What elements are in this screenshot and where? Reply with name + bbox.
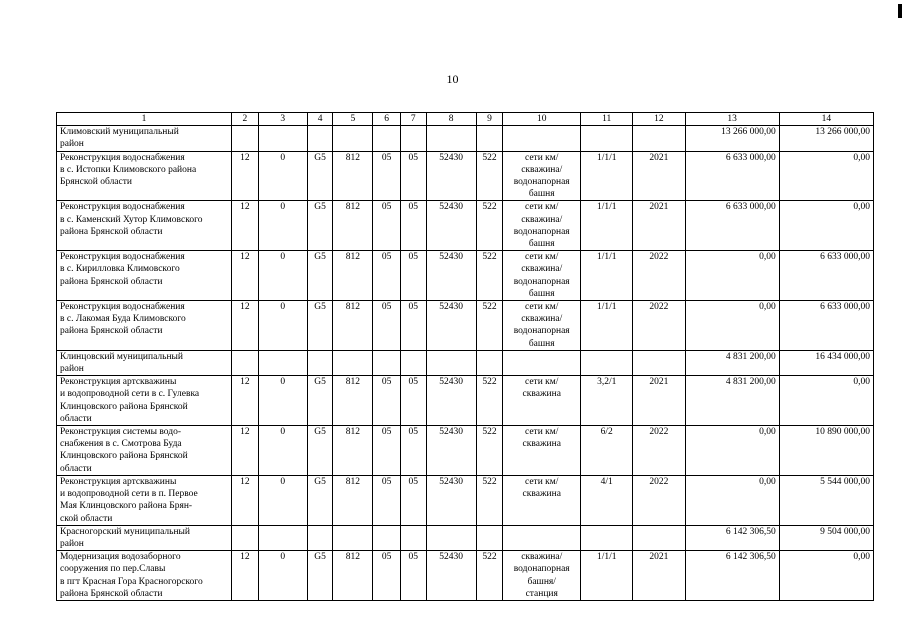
cell-col-14: 6 633 000,00 [779,251,873,301]
project-row [57,551,874,601]
cell-col-7: 05 [400,475,426,525]
cell-col-10 [503,350,581,375]
cell-col-12 [633,126,685,151]
cell-col-4: G5 [307,551,333,601]
cell-col-8 [426,126,476,151]
cell-col-3 [258,126,307,151]
cell-line: водонапорная [513,226,570,237]
cell-col-5: 812 [333,551,373,601]
column-number-cell: 12 [633,113,685,126]
name-line: области [60,463,92,474]
cell-col-5: 812 [333,151,373,201]
cell-col-12: 2021 [633,551,685,601]
column-number-cell: 1 [57,113,232,126]
cell-col-6 [373,350,401,375]
cell-col-8: 52430 [426,151,476,201]
name-line: сооружения по пер.Славы [60,564,166,575]
project-name-cell [57,426,232,476]
column-number-cell: 4 [307,113,333,126]
column-number-cell: 3 [258,113,307,126]
cell-col-5: 812 [333,301,373,351]
name-line: и водопроводной сети в с. Гулевка [60,389,200,400]
cell-col-9 [476,126,503,151]
cell-col-10 [503,376,581,426]
cell-line: башня [528,239,555,250]
cell-col-7: 05 [400,301,426,351]
cell-col-11: 1/1/1 [581,551,633,601]
cell-col-13: 0,00 [685,475,779,525]
cell-col-10 [503,525,581,550]
investment-table [56,112,874,601]
cell-col-9: 522 [476,475,503,525]
cell-col-11 [581,126,633,151]
cell-line: сети км/ [525,476,559,487]
name-line: в с. Каменский Хутор Климовского [60,214,203,225]
name-line: Реконструкция артскважины [60,377,177,388]
project-row [57,475,874,525]
cell-line: башня [528,338,555,349]
cell-col-13: 0,00 [685,426,779,476]
project-row [57,301,874,351]
cell-col-2: 12 [232,551,259,601]
project-row [57,376,874,426]
cell-col-4: G5 [307,151,333,201]
cell-col-5: 812 [333,426,373,476]
cell-col-14: 6 633 000,00 [779,301,873,351]
name-line: Реконструкция водоснабжения [60,252,185,263]
cell-col-14: 0,00 [779,201,873,251]
cell-col-4: G5 [307,475,333,525]
name-line: район [60,364,84,375]
cell-col-5: 812 [333,201,373,251]
cell-col-2: 12 [232,251,259,301]
cell-col-2: 12 [232,376,259,426]
cell-col-5 [333,126,373,151]
name-line: Реконструкция системы водо- [60,427,182,438]
name-line: района Брянской области [60,588,163,599]
cell-col-3: 0 [258,301,307,351]
cell-col-3: 0 [258,551,307,601]
cell-col-9: 522 [476,251,503,301]
column-number-cell: 13 [685,113,779,126]
cell-col-6: 05 [373,376,401,426]
cell-col-7 [400,525,426,550]
cell-col-3: 0 [258,201,307,251]
cell-col-12 [633,350,685,375]
cell-col-9: 522 [476,376,503,426]
cell-line: водонапорная [513,276,570,287]
cell-col-11: 1/1/1 [581,151,633,201]
cell-col-12: 2021 [633,201,685,251]
cell-col-7: 05 [400,376,426,426]
name-line: района Брянской области [60,276,163,287]
cell-line: сети км/ [525,427,559,438]
cell-col-3: 0 [258,426,307,476]
cell-col-10 [503,551,581,601]
cell-line: сети км/ [525,377,559,388]
cell-col-2: 12 [232,201,259,251]
cell-col-11: 1/1/1 [581,201,633,251]
column-number-cell: 2 [232,113,259,126]
cell-col-5 [333,525,373,550]
project-row [57,151,874,201]
cell-col-8 [426,350,476,375]
cell-col-4 [307,126,333,151]
cell-col-13: 6 142 306,50 [685,551,779,601]
cell-line: скважина [522,389,561,400]
name-line: Реконструкция водоснабжения [60,152,185,163]
cell-col-12: 2021 [633,151,685,201]
project-row [57,251,874,301]
cell-col-8: 52430 [426,251,476,301]
district-row [57,525,874,550]
cell-line: скважина/ [521,264,563,275]
cell-col-12: 2021 [633,376,685,426]
cell-col-2: 12 [232,426,259,476]
column-number-cell: 11 [581,113,633,126]
cell-col-3: 0 [258,151,307,201]
cell-col-13: 6 633 000,00 [685,151,779,201]
cell-line: скважина/ [521,164,563,175]
cell-col-10 [503,151,581,201]
cell-col-6 [373,525,401,550]
cell-col-13: 0,00 [685,301,779,351]
cell-col-10 [503,251,581,301]
cell-col-14: 13 266 000,00 [779,126,873,151]
name-line: области [60,413,92,424]
cell-col-4: G5 [307,301,333,351]
name-line: Климовский муниципальный [60,127,179,138]
cell-col-13: 6 633 000,00 [685,201,779,251]
cell-col-5 [333,350,373,375]
name-line: ской области [60,513,113,524]
project-name-cell [57,301,232,351]
cell-col-8: 52430 [426,201,476,251]
cell-col-8: 52430 [426,301,476,351]
name-line: в с. Лакомая Буда Климовского [60,314,186,325]
cell-col-11 [581,350,633,375]
column-number-cell: 10 [503,113,581,126]
name-line: в с. Кирилловка Климовского [60,264,180,275]
district-row [57,350,874,375]
cell-col-13: 4 831 200,00 [685,350,779,375]
cell-col-4: G5 [307,251,333,301]
cell-line: водонапорная [513,177,570,188]
cell-col-5: 812 [333,475,373,525]
cell-col-7: 05 [400,551,426,601]
name-line: района Брянской области [60,226,163,237]
cell-col-2: 12 [232,151,259,201]
project-name-cell [57,201,232,251]
cell-line: башня [528,288,555,299]
cell-col-14: 0,00 [779,376,873,426]
cell-col-7 [400,350,426,375]
project-name-cell [57,376,232,426]
cell-col-11: 1/1/1 [581,301,633,351]
name-line: Реконструкция водоснабжения [60,302,185,313]
cell-col-10 [503,426,581,476]
column-number-cell: 6 [373,113,401,126]
project-row [57,201,874,251]
cell-col-5: 812 [333,251,373,301]
cell-col-4: G5 [307,426,333,476]
cell-col-14: 10 890 000,00 [779,426,873,476]
cell-line: водонапорная [513,326,570,337]
cell-col-14: 16 434 000,00 [779,350,873,375]
cell-col-4 [307,350,333,375]
cell-col-12: 2022 [633,426,685,476]
cell-col-9: 522 [476,426,503,476]
cell-col-11: 3,2/1 [581,376,633,426]
name-line: Модернизация водозаборного [60,552,181,563]
cell-col-9 [476,525,503,550]
cell-col-7: 05 [400,201,426,251]
cell-col-8: 52430 [426,376,476,426]
cell-col-4: G5 [307,201,333,251]
column-number-cell: 8 [426,113,476,126]
cell-col-12: 2022 [633,301,685,351]
column-number-cell: 9 [476,113,503,126]
cell-col-12 [633,525,685,550]
cell-line: сети км/ [525,152,559,163]
cell-col-5: 812 [333,376,373,426]
cell-col-14: 5 544 000,00 [779,475,873,525]
cell-col-13: 13 266 000,00 [685,126,779,151]
page-number: 10 [446,72,459,86]
column-number-cell: 5 [333,113,373,126]
project-name-cell [57,251,232,301]
cell-col-14: 0,00 [779,551,873,601]
cell-col-11: 4/1 [581,475,633,525]
cell-col-6: 05 [373,251,401,301]
cell-line: сети км/ [525,302,559,313]
cell-col-9 [476,350,503,375]
cell-col-10 [503,475,581,525]
cell-col-4 [307,525,333,550]
cell-col-8: 52430 [426,426,476,476]
district-name-cell [57,525,232,550]
cell-col-2 [232,350,259,375]
name-line: и водопроводной сети в п. Первое [60,489,198,500]
cell-line: скважина [522,489,561,500]
cell-col-2: 12 [232,301,259,351]
cell-col-6 [373,126,401,151]
cell-col-13: 4 831 200,00 [685,376,779,426]
cell-line: скважина [522,439,561,450]
name-line: в с. Истопки Климовского района [60,164,197,175]
cell-col-6: 05 [373,475,401,525]
project-name-cell [57,475,232,525]
district-name-cell [57,350,232,375]
cell-col-9: 522 [476,551,503,601]
column-number-cell: 7 [400,113,426,126]
cell-col-4: G5 [307,376,333,426]
cell-col-6: 05 [373,426,401,476]
cell-col-6: 05 [373,151,401,201]
project-name-cell [57,151,232,201]
district-row [57,126,874,151]
name-line: в пгт Красная Гора Красногорского [60,576,203,587]
name-line: Реконструкция водоснабжения [60,202,185,213]
cell-col-12: 2022 [633,251,685,301]
cell-col-6: 05 [373,301,401,351]
cell-col-6: 05 [373,551,401,601]
cell-col-11: 1/1/1 [581,251,633,301]
cell-col-7: 05 [400,426,426,476]
name-line: Клинцовского района Брянской [60,401,188,412]
cell-col-10 [503,301,581,351]
name-line: района Брянской области [60,326,163,337]
cell-col-9: 522 [476,301,503,351]
name-line: снабжения в с. Смотрова Буда [60,439,182,450]
cell-col-3: 0 [258,475,307,525]
cell-col-7: 05 [400,151,426,201]
cell-col-3 [258,525,307,550]
cell-col-7: 05 [400,251,426,301]
cell-col-6: 05 [373,201,401,251]
cell-col-8: 52430 [426,551,476,601]
name-line: Красногорский муниципальный [60,526,190,537]
cell-col-9: 522 [476,151,503,201]
cell-col-14: 9 504 000,00 [779,525,873,550]
cell-col-9: 522 [476,201,503,251]
cell-col-13: 6 142 306,50 [685,525,779,550]
cell-col-13: 0,00 [685,251,779,301]
name-line: район [60,139,84,150]
column-number-row [57,113,874,126]
cell-line: станция [525,588,558,599]
cell-col-11: 6/2 [581,426,633,476]
name-line: Клинцовский муниципальный [60,351,183,362]
name-line: Мая Клинцовского района Брян- [60,501,193,512]
cell-col-3: 0 [258,251,307,301]
name-line: Брянской области [60,177,132,188]
cell-col-3 [258,350,307,375]
cell-col-3: 0 [258,376,307,426]
project-name-cell [57,551,232,601]
cell-col-11 [581,525,633,550]
name-line: Реконструкция артскважины [60,476,177,487]
cell-col-2 [232,126,259,151]
cell-col-14: 0,00 [779,151,873,201]
cell-line: башня [528,189,555,200]
cell-line: сети км/ [525,202,559,213]
cell-col-2: 12 [232,475,259,525]
project-row [57,426,874,476]
cell-line: сети км/ [525,252,559,263]
scan-edge-mark [898,4,902,18]
cell-col-2 [232,525,259,550]
cell-line: скважина/ [521,552,563,563]
cell-line: скважина/ [521,314,563,325]
cell-line: башня/ [527,576,556,587]
cell-line: водонапорная [513,564,570,575]
district-name-cell [57,126,232,151]
cell-col-8 [426,525,476,550]
name-line: район [60,538,84,549]
cell-line: скважина/ [521,214,563,225]
cell-col-10 [503,126,581,151]
name-line: Клинцовского района Брянской [60,451,188,462]
column-number-cell: 14 [779,113,873,126]
cell-col-10 [503,201,581,251]
cell-col-7 [400,126,426,151]
cell-col-8: 52430 [426,475,476,525]
cell-col-12: 2022 [633,475,685,525]
